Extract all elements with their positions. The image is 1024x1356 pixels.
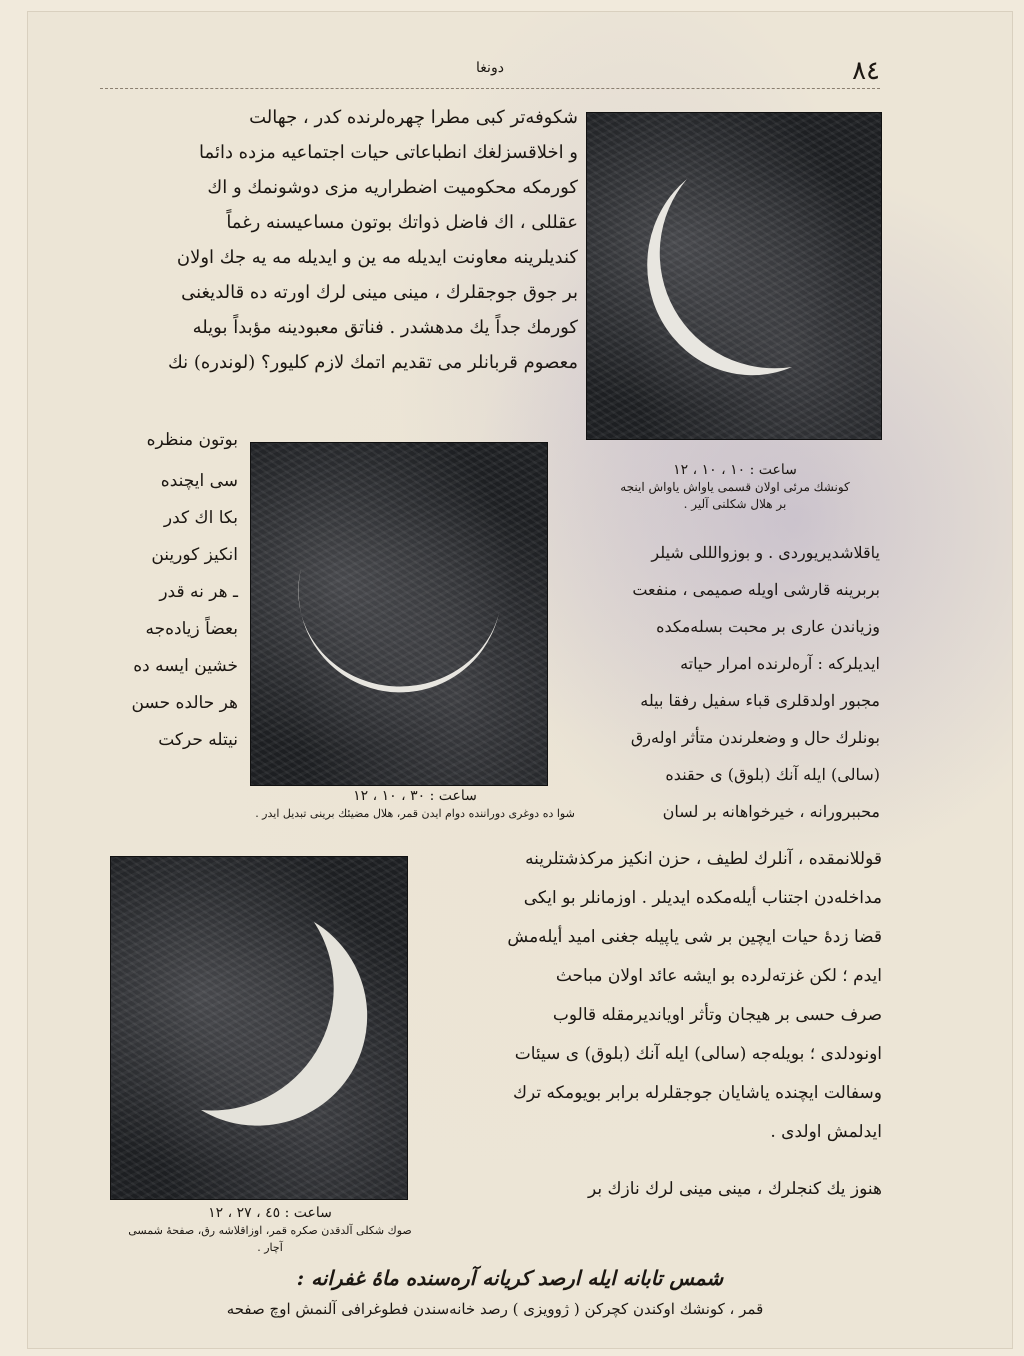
text-line: صرف حسی بر هیجان وتأثر اویاندیرمقله قالوب [552,1005,882,1025]
text-line: قضا زدهٔ حیات ایچین بر شی یاپیله جغنی امید أیله‌مش [507,927,882,947]
text-line: بوتون منظره [146,430,238,450]
text-line: خشین ایسه ده [133,656,238,676]
paragraph-block-5 [440,1172,882,1207]
text-line: كورمك جداً یك مدهشدر . فناتق معبودینه مؤبداً بویله [192,317,578,338]
text-line: بونلرك حال و وضعلرندن متأثر اوله‌رق [630,728,880,747]
text-line: معصوم قربانلر می تقدیم اتمك لازم كلیور؟ (لوندره) نك [167,352,578,373]
figure-3-time: ساعت : ٤٥ ، ٢٧ ، ١٢ [208,1205,332,1221]
text-line: هنوز یك كنجلرك ، مینی مینی لرك نازك بر [588,1179,882,1199]
paragraph-block-3 [596,534,880,830]
crescent-1 [587,113,881,439]
text-line: كورمكه محكومیت اضطراریه مزی دوشونمك و اك [207,177,578,198]
footnote: قمر ، كونشك اوكندن كچركن ( ژوویزی ) رصد خانه‌سندن فطوغرافی آلنمش اوچ صفحه [226,1300,764,1318]
figure-3-caption-line: صوك شكلی آلدقدن صكره قمر، اوزاقلاشه رق، صفحهٔ شمسی آچار . [128,1224,412,1254]
text-line: بعضاً زیاده‌جه [145,619,238,639]
text-line: بر جوق جوجقلرك ، مینی مینی لرك اورته ده قالدیغنی [181,282,578,303]
running-head: دونغا [476,60,504,76]
section-heading: شمس تابانه ایله ارصد كریانه آره‌سنده ماهٔ غفرانه : [296,1266,724,1290]
figure-3-caption [120,1205,420,1256]
page-number: ٨٤ [852,56,880,86]
paragraph-block-1 [100,100,578,380]
text-line: سی ایچنده [160,471,238,491]
figure-1-time: ساعت : ١٠ ، ١٠ ، ١٢ [673,462,797,478]
page-header [100,56,880,89]
crescent-2 [251,443,547,785]
text-line: یاقلاشدیریوردی . و بوزوالللی شیلر [651,543,880,562]
text-line: مداخله‌دن اجتناب أیله‌مكده ایدیلر . اوزمانلر بو ایكی [523,888,882,908]
text-line: و اخلاقسزلغك انطباعاتی حیات اجتماعیه مزده دائما [199,142,578,163]
figure-2-time: ساعت : ٣٠ ، ١٠ ، ١٢ [353,788,477,804]
text-line: وزیاندن عاری بر محبت بسله‌مكده [656,617,880,636]
paragraph-block-2 [88,422,238,759]
moon-photo-2 [250,442,548,786]
moon-photo-3 [110,856,408,1200]
paragraph-block-4 [420,840,882,1152]
text-line: هر حالده حسن [131,693,238,713]
figure-1-caption-line: بر هلال شكلنی آلیر . [683,497,787,511]
figure-1-caption-line: كونشك مرئی اولان قسمی یاواش یاواش اینجه [620,480,850,494]
text-line: كندیلرینه معاونت ایدیله مه ین و ایدیله مه یه جك اولان [176,247,578,268]
text-line: وسفالت ایچنده یاشایان جوجقلرله برابر بویومكه ترك [512,1083,882,1103]
text-line: بكا اك كدر [163,508,238,528]
text-line: نیتله حركت [158,730,238,750]
text-line: محببرورانه ، خیرخواهانه بر لسان [662,802,880,821]
text-line: مجبور اولدقلری قباء سفیل رفقا بیله [640,691,880,710]
text-line: اونودلدی ؛ بویله‌جه (سالی) ایله آنك (بلوق) ی سیئات [514,1044,882,1064]
moon-photo-1 [586,112,882,440]
text-line: ـ هر نه قدر [159,582,238,602]
figure-2-caption [230,788,600,822]
text-line: (سالی) ایله آنك (بلوق) ی حقنده [665,765,880,784]
text-line: ایدلمش اولدی . [770,1122,882,1142]
text-line: ایدیلركه : آره‌لرنده امرار حیاته [680,654,880,673]
figure-1-caption [580,462,890,513]
text-line: ایدم ؛ لكن غزته‌لرده بو ایشه عائد اولان مباحث [555,966,882,986]
text-line: بربرینه قارشی اویله صمیمی ، منفعت [632,580,880,599]
crescent-3 [111,857,407,1199]
text-line: عقللی ، اك فاضل ذواتك بوتون مساعیسنه رغماً [226,212,578,233]
text-line: انكیز كورینن [151,545,238,565]
figure-2-caption-line: شوا ده دوغری دوراننده دوام ایدن قمر، هلال مضیئك برینی تبدیل ایدر . [255,807,575,820]
text-line: شكوفه‌تر كبی مطرا چهره‌لرنده كدر ، جهالت [249,107,578,128]
text-line: قوللانمقده ، آنلرك لطیف ، حزن انكیز مركذشتلرینه [525,849,882,869]
